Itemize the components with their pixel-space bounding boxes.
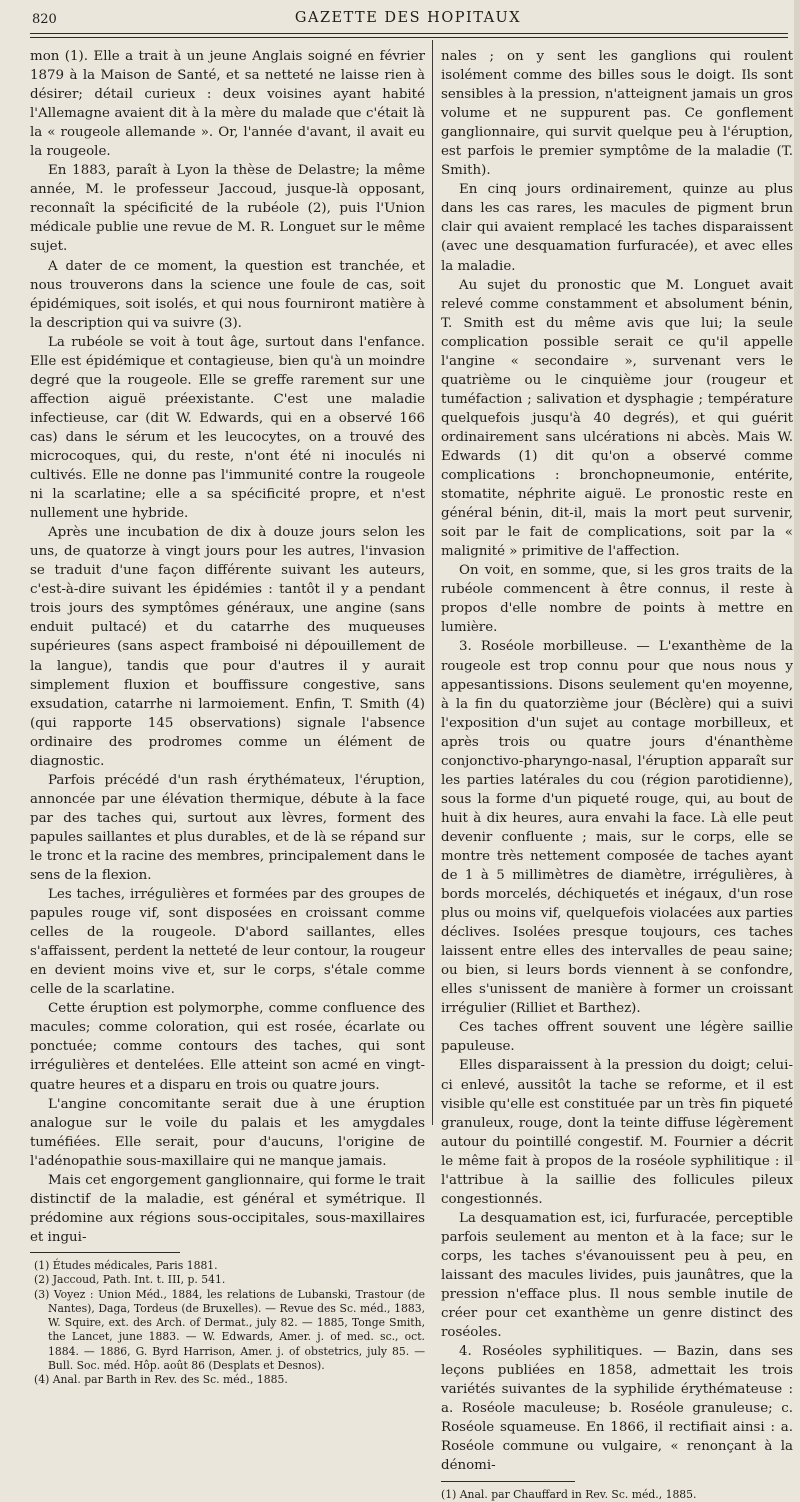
paragraph: Elles disparaissent à la pression du doigt; celui-ci enlevé, aussitôt la tache se reforme, et il est visible qu'elle est constituée par un très fin piqueté granuleux, rouge, dont la teinte diffuse légèrement autour du pointillé congestif. M. Fournier a décrit le même fait à propos de la roséole syphilitique : il l'attribue à la saillie des follicules pileux congestionnés. <box>441 1058 793 1207</box>
journal-title: GAZETTE DES HOPITAUX <box>294 10 522 26</box>
paragraph: La desquamation est, ici, furfuracée, perceptible parfois seulement au menton et à la face; sur le corps, les taches s'évanouissent peu à peu, en laissant des macules livides, puis jaunâtres, que la pression n'efface plus. Il nous semble inutile de créer pour cet exanthème un genre distinct des roséoles. <box>441 1210 793 1341</box>
paragraph: nales ; on y sent les ganglions qui roulent isolément comme des billes sous le doigt. Ils sont sensibles à la pression, n'atteignent jamais un gros volume et ne suppurent pas. Ce gonflement ganglionnaire, qui survit quelque peu à l'éruption, est parfois le premier symptôme de la maladie (T. Smith). <box>441 49 793 179</box>
left-column <box>30 47 425 1387</box>
scan-edge <box>794 0 800 1161</box>
footnote: (2) Jaccoud, Path. Int. t. III, p. 541. <box>34 1273 226 1287</box>
paragraph: 4. Roséoles syphilitiques. — Bazin, dans ses leçons publiées en 1858, admettait les trois variétés suivantes de la syphilide érythémateuse : a. Roséole maculeuse; b. Roséole granuleuse; c. Roséole squameuse. En 1866, il rectifiait ainsi : a. Roséole commune ou vulgaire, « renonçant à la dénomi- <box>441 1344 793 1474</box>
paragraph: A dater de ce moment, la question est tranchée, et nous trouverons dans la science une foule de cas, soit épidémiques, soit isolés, et qui nous fourniront matière à la description qui va suivre (3). <box>30 258 425 331</box>
header-rule <box>30 33 788 34</box>
paragraph: L'angine concomitante serait due à une éruption analogue sur le voile du palais et les amygdales tuméfiées. Elle serait, pour d'aucuns, l'origine de l'adénopathie sous-maxillaire qui ne manque jamais. <box>30 1096 425 1169</box>
paragraph: Ces taches offrent souvent une légère saillie papuleuse. <box>441 1020 793 1055</box>
footnote: (4) Anal. par Barth in Rev. des Sc. méd., 1885. <box>34 1373 288 1387</box>
right-column <box>441 47 793 1501</box>
paragraph: mon (1). Elle a trait à un jeune Anglais soigné en février 1879 à la Maison de Santé, et sa netteté ne laisse rien à désirer; détail curieux : deux voisines ayant habité l'Allemagne avaient dit à la mère du malade que c'était là la « rougeole allemande ». Or, l'année d'avant, il avait eu la rougeole. <box>30 49 425 160</box>
footnote-rule <box>441 1481 575 1482</box>
footnotes <box>30 1259 425 1388</box>
paragraph: En 1883, paraît à Lyon la thèse de Delastre; la même année, M. le professeur Jaccoud, jusque-là opposant, reconnaît la spécificité de la rubéole (2), puis l'Union médicale publie une revue de M. R. Longuet sur le même sujet. <box>30 163 425 255</box>
paragraph: Au sujet du pronostic que M. Longuet avait relevé comme constamment et absolument bénin, T. Smith est du même avis que lui; la seule complication possible serait ce qu'il appelle l'angine « secondaire », survenant vers le quatrième ou le cinquième jour (rougeur et tuméfaction ; salivation et dysphagie ; température quelquefois jusqu'à 40 degrés), et qui guérit ordinairement sans ulcérations ni abcès. Mais W. Edwards (1) dit qu'on a observé comme complications : bronchopneumonie, entérite, stomatite, néphrite aiguë. Le pronostic reste en général bénin, dit-il, mais la mort peut survenir, soit par le fait de complications, soit par la « malignité » primitive de l'affection. <box>441 277 793 560</box>
paragraph: Parfois précédé d'un rash érythémateux, l'éruption, annoncée par une élévation thermique, débute à la face par des taches qui, surtout aux lèvres, forment des papules saillantes et plus durables, et de là se répand sur le tronc et la racine des membres, principalement dans le sens de la flexion. <box>30 772 425 884</box>
paragraph: Après une incubation de dix à douze jours selon les uns, de quatorze à vingt jours pour les autres, l'invasion se traduit d'une façon différente suivant les auteurs, c'est-à-dire suivant les épidémies : tantôt il y a pendant trois jours des symptômes généraux, une angine (sans enduit pultacé) et du catarrhe des muqueuses supérieures (sans aspect framboisé ni dépouillement de la langue), tandis que pour d'autres il y aurait simplement fluxion et bouffissure congestive, sans exsudation, catarrhe ni larmoiement. Enfin, T. Smith (4) (qui rapporte 145 observations) signale l'absence ordinaire des prodromes comme un élément de diagnostic. <box>30 525 425 769</box>
page-number: 820 <box>32 12 57 27</box>
paragraph: Les taches, irrégulières et formées par des groupes de papules rouge vif, sont disposées en croissant comme celles de la rougeole. D'abord saillantes, elles s'affaissent, perdent la netteté de leur contour, la rougeur en devient moins vive et, sur le corps, s'étale comme celle de la scarlatine. <box>30 887 425 998</box>
footnote: (3) Voyez : Union Méd., 1884, les relations de Lubanski, Trastour (de Nantes), Daga, Tordeus (de Bruxelles). — Revue des Sc. méd., 1883, W. Squire, ext. des Arch. of Dermat., july 82. — 1885, Tonge Smith, the Lancet, june 1883. — W. Edwards, Amer. j. of med. sc., oct. 1884. — 1886, G. Byrd Harrison, Amer. j. of obstetrics, july 85. — Bull. Soc. méd. Hôp. août 86 (Desplats et Desnos). <box>34 1287 425 1373</box>
header-rule-double <box>30 37 788 38</box>
footnote-rule <box>30 1252 180 1253</box>
column-divider <box>432 40 433 1125</box>
paragraph: Mais cet engorgement ganglionnaire, qui forme le trait distinctif de la maladie, est général et symétrique. Il prédomine aux régions sous-occipitales, sous-maxillaires et ingui- <box>30 1172 425 1245</box>
paragraph: La rubéole se voit à tout âge, surtout dans l'enfance. Elle est épidémique et contagieuse, bien qu'à un moindre degré que la rougeole. Elle se greffe rarement sur une affection aiguë préexistante. C'est une maladie infectieuse, car (dit W. Edwards, qui en a observé 166 cas) dans le sérum et les leucocytes, on a trouvé des microcoques, qui, du reste, n'ont été ni inoculés ni cultivés. Elle ne donne pas l'immunité contre la rougeole ni la scarlatine; elle a sa spécificité propre, et n'est nullement une hybride. <box>30 334 425 522</box>
footnotes <box>441 1488 793 1502</box>
paragraph: Cette éruption est polymorphe, comme confluence des macules; comme coloration, qui est rosée, écarlate ou ponctuée; comme contours des taches, qui sont irrégulières et dentelées. Elle atteint son acmé en vingt-quatre heures et a disparu en trois ou quatre jours. <box>30 1001 425 1093</box>
page-header <box>30 8 786 30</box>
footnote: (1) Anal. par Chauffard in Rev. Sc. méd., 1885. <box>441 1487 697 1501</box>
paragraph: 3. Roséole morbilleuse. — L'exanthème de la rougeole est trop connu pour que nous nous y appesantissions. Disons seulement qu'en moyenne, à la fin du quatorzième jour (Béclère) qui a suivi l'exposition d'un sujet au contage morbilleux, et après trois ou quatre jours d'énanthème conjonctivo-pharyngo-nasal, l'éruption apparaît sur les parties latérales du cou (région parotidienne), sous la forme d'un piqueté rouge, qui, au bout de huit à dix heures, aura envahi la face. Là elle peut devenir confluente ; mais, sur le corps, elle se montre très nettement composée de taches ayant de 1 à 5 millimètres de diamètre, irrégulières, à bords morcelés, déchiquetés et inégaux, d'un rose plus ou moins vif, quelquefois violacées aux parties déclives. Isolées presque toujours, ces taches laissent entre elles des intervalles de peau saine; ou bien, si leurs bords viennent à se confondre, elles s'unissent de manière à former un croissant irrégulier (Rilliet et Barthez). <box>441 639 793 1017</box>
paragraph: On voit, en somme, que, si les gros traits de la rubéole commencent à être connus, il reste à propos d'elle nombre de points à mettre en lumière. <box>441 563 793 636</box>
paragraph: En cinq jours ordinairement, quinze au plus dans les cas rares, les macules de pigment brun clair qui avaient remplacé les taches disparaissent (avec une desquamation furfuracée), et avec elles la maladie. <box>441 182 793 274</box>
footnote: (1) Études médicales, Paris 1881. <box>34 1258 218 1272</box>
